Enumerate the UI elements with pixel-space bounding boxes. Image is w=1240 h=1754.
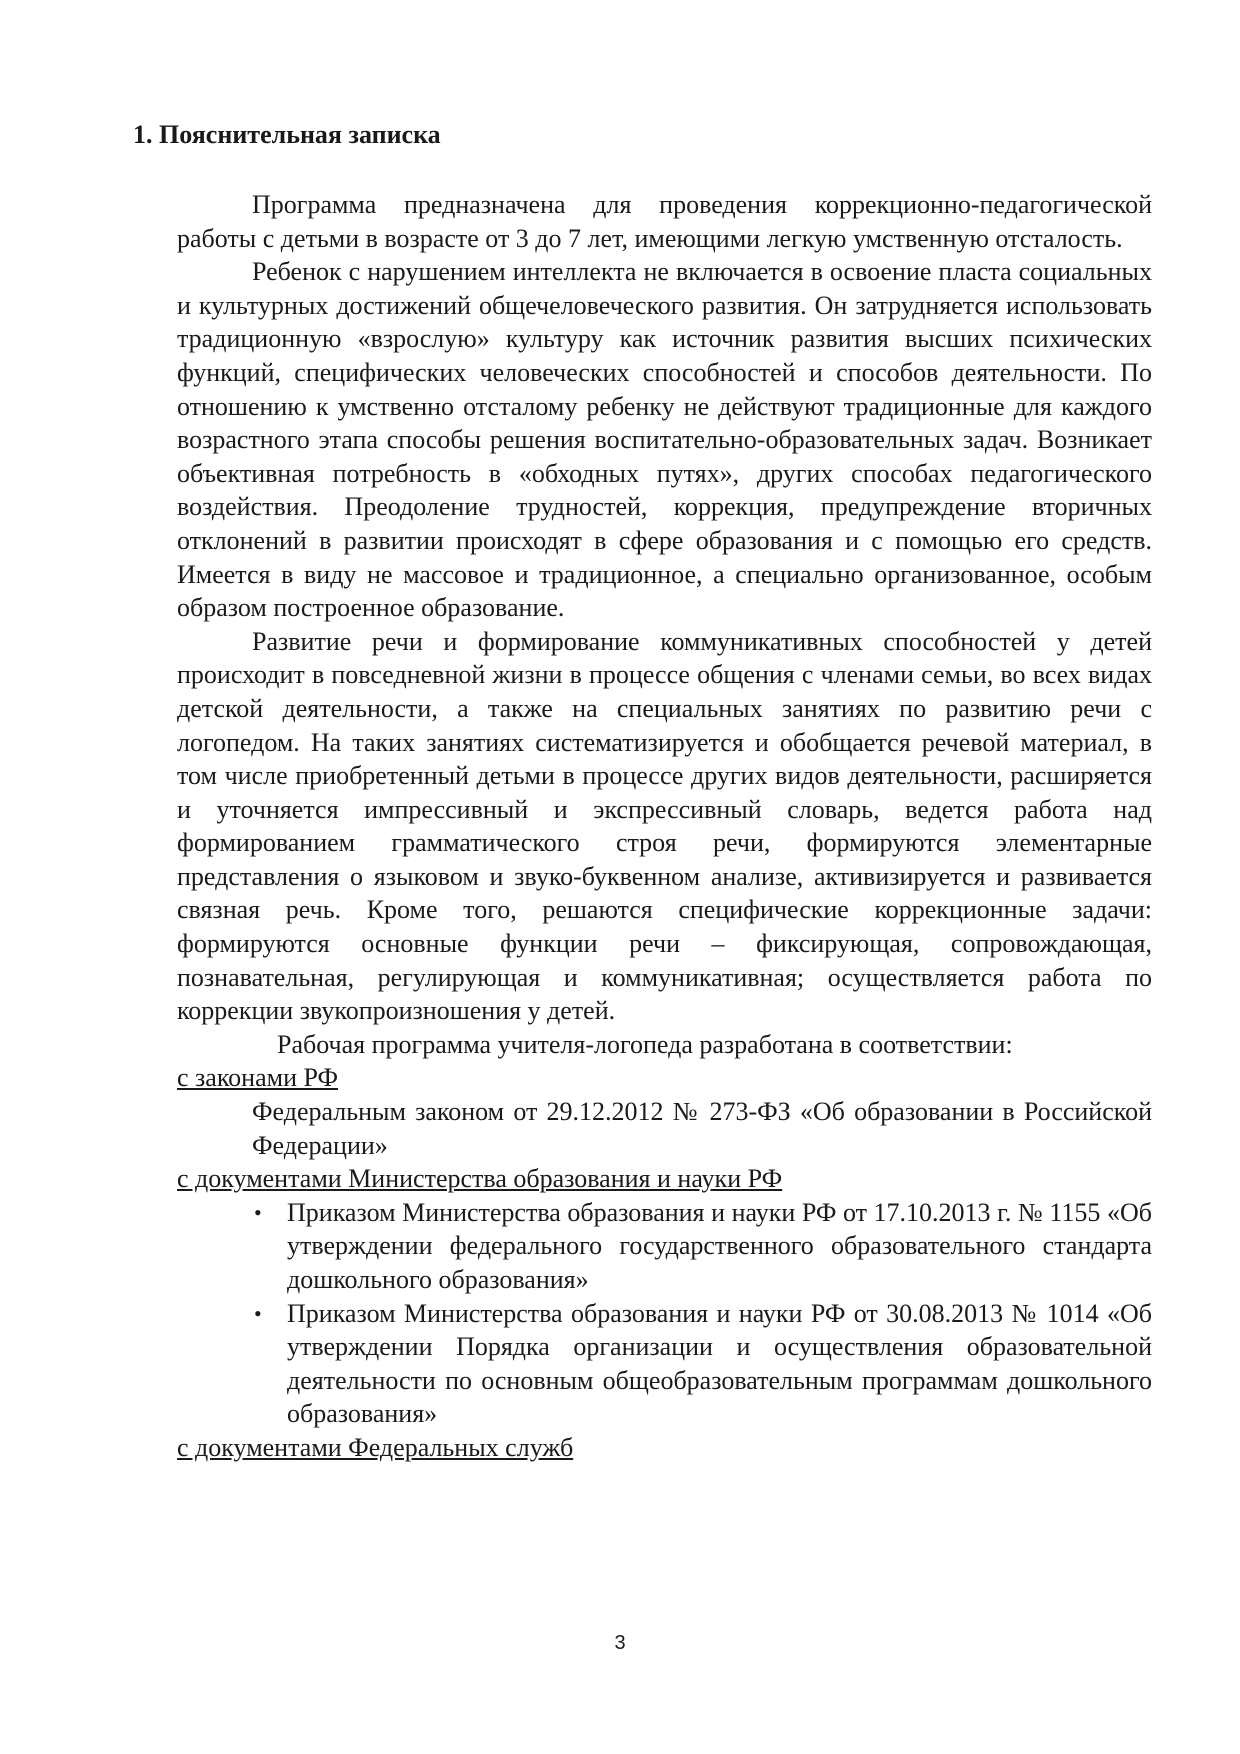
section-ministry-title: с документами Министерства образования и науки РФ (177, 1164, 783, 1194)
bullet-icon: • (254, 1300, 262, 1326)
paragraph-program-purpose: Программа предназначена для проведения коррекционно-педагогической работы с детьми в возрасте от 3 до 7 лет, имеющими легкую умственную отсталость. (177, 190, 1152, 253)
list-item (254, 1297, 1152, 1431)
bullet-icon: • (254, 1199, 262, 1225)
federal-law-text: Федеральным законом от 29.12.2012 № 273-ФЗ «Об образовании в Российской Федерации» (252, 1097, 1152, 1160)
page-number: 3 (614, 1632, 626, 1654)
paragraph-speech-development: Развитие речи и формирование коммуникативных способностей у детей происходит в повседневной жизни в процессе общения с членами семьи, во всех видах детской деятельности, а также на специальных занятиях по развитию речи с логопедом. На таких занятиях систематизируется и обобщается речевой материал, в том числе приобретенный детьми в процессе других видов деятельности, расширяется и уточняется импрессивный и экспрессивный словарь, ведется работа над формированием грамматического строя речи, формируются элементарные представления о языковом и звуко-буквенном анализе, активизируется и развивается связная речь. Кроме того, решаются специфические коррекционные задачи: формируются основные функции речи – фиксирующая, сопровождающая, познавательная, регулирующая и коммуникативная; осуществляется работа по коррекции звукопроизношения у детей. (177, 626, 1152, 1026)
document-body (177, 188, 1152, 1465)
section-laws-title: с законами РФ (177, 1063, 339, 1093)
list-item-text: Приказом Министерства образования и науки РФ от 30.08.2013 № 1014 «Об утверждении Порядка организации и осуществления образовательной деятельности по основным общеобразовательным программам дошкольного образования» (287, 1298, 1152, 1429)
compliance-intro: Рабочая программа учителя-логопеда разработана в соответствии: (277, 1029, 1013, 1059)
page-title: 1. Пояснительная записка (133, 120, 441, 149)
ministry-orders-list (177, 1196, 1152, 1431)
section-federal-title: с документами Федеральных служб (177, 1432, 574, 1462)
list-item (254, 1196, 1152, 1297)
list-item-text: Приказом Министерства образования и науки РФ от 17.10.2013 г. № 1155 «Об утверждении федерального государственного образовательного стандарта дошкольного образования» (287, 1197, 1152, 1294)
paragraph-intellect: Ребенок с нарушением интеллекта не включается в освоение пласта социальных и культурных достижений общечеловеческого развития. Он затрудняется использовать традиционную «взрослую» культуру как источник развития высших психических функций, специфических человеческих способностей и способов деятельности. По отношению к умственно отсталому ребенку не действуют традиционные для каждого возрастного этапа способы решения воспитательно-образовательных задач. Возникает объективная потребность в «обходных путях», других способах педагогического воздействия. Преодоление трудностей, коррекция, предупреждение вторичных отклонений в развитии происходят в сфере образования и с помощью его средств. Имеется в виду не массовое и традиционное, а специально организованное, особым образом построенное образование. (177, 257, 1152, 623)
